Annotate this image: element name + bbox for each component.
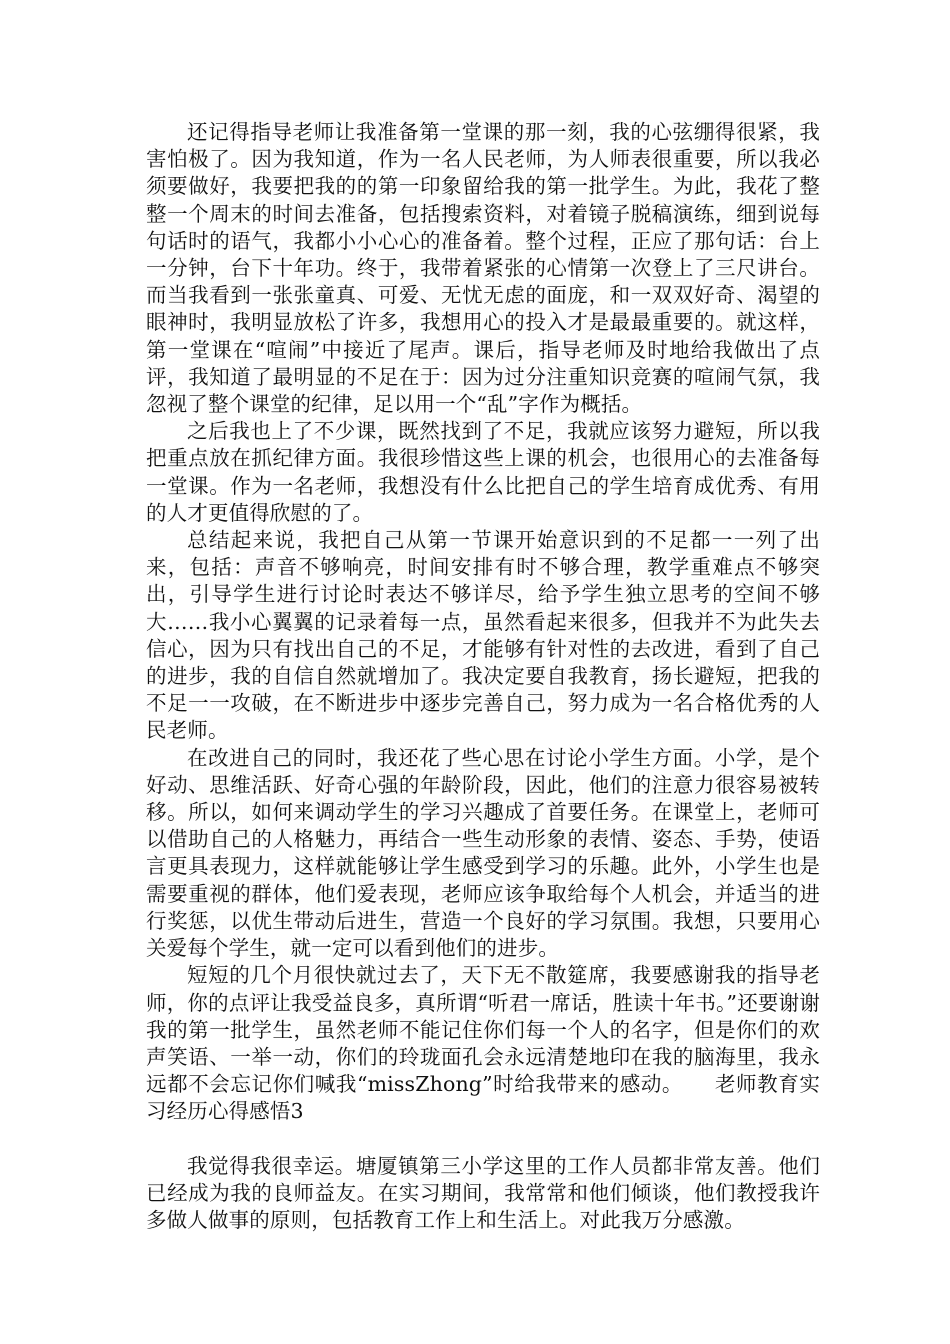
paragraph-student-interest: 在改进自己的同时，我还花了些心思在讨论小学生方面。小学，是个好动、思维活跃、好奇心强的年龄阶段，因此，他们的注意力很容易被转移。所以，如何来调动学生的学习兴趣成了首要任务。在课堂上，老师可以借助自己的人格魅力，再结合一些生动形象的表情、姿态、手势，使语言更具表现力，这样就能够让学生感受到学习的乐趣。此外，小学生也是需要重视的群体，他们爱表现，老师应该争取给每个人机会，并适当的进行奖惩，以优生带动后进生，营造一个良好的学习氛围。我想，只要用心关爱每个学生，就一定可以看到他们的进步。: [146, 745, 820, 961]
paragraph-shortcomings: 总结起来说，我把自己从第一节课开始意识到的不足都一一列了出来，包括：声音不够响亮，时间安排有时不够合理，教学重难点不够突出，引导学生进行讨论时表达不够详尽，给予学生独立思考的空间不够大……我小心翼翼的记录着每一点，虽然看起来很多，但我并不为此失去信心，因为只有找出自己的不足，才能够有针对性的去改进，看到了自己的进步，我的自信自然就增加了。我决定要自我教育，扬长避短，把我的不足一一攻破，在不断进步中逐步完善自己，努力成为一名合格优秀的人民老师。: [146, 528, 820, 743]
paragraph-gap: [146, 1126, 820, 1153]
paragraph-gratitude: 短短的几个月很快就过去了，天下无不散筵席，我要感谢我的指导老师，你的点评让我受益良多，真所谓“听君一席话，胜读十年书。”还要谢谢我的第一批学生，虽然老师不能记住你们每一个人的名字，但是你们的欢声笑语、一举一动，你们的玲珑面孔会永远清楚地印在我的脑海里，我永远都不会忘记你们喊我“missZhong”时给我带来的感动。 老师教育实习经历心得感悟3: [146, 963, 820, 1124]
paragraph-lucky: 我觉得我很幸运。塘厦镇第三小学这里的工作人员都非常友善。他们已经成为我的良师益友。在实习期间，我常常和他们倾谈，他们教授我许多做人做事的原则，包括教育工作上和生活上。对此我万分感激。: [146, 1153, 820, 1232]
document-body: [146, 119, 820, 1234]
paragraph-discipline: 之后我也上了不少课，既然找到了不足，我就应该努力避短，所以我把重点放在抓纪律方面。我很珍惜这些上课的机会，也很用心的去准备每一堂课。作为一名老师，我想没有什么比把自己的学生培育成优秀、有用的人才更值得欣慰的了。: [146, 419, 820, 525]
paragraph-first-lesson: 还记得指导老师让我准备第一堂课的那一刻，我的心弦绷得很紧，我害怕极了。因为我知道，作为一名人民老师，为人师表很重要，所以我必须要做好，我要把我的的第一印象留给我的第一批学生。为此，我花了整整一个周末的时间去准备，包括搜索资料，对着镜子脱稿演练，细到说每句话时的语气，我都小小心心的准备着。整个过程，正应了那句话：台上一分钟，台下十年功。终于，我带着紧张的心情第一次登上了三尺讲台。而当我看到一张张童真、可爱、无忧无虑的面庞，和一双双好奇、渴望的眼神时，我明显放松了许多，我想用心的投入才是最最重要的。就这样，第一堂课在“喧闹”中接近了尾声。课后，指导老师及时地给我做出了点评，我知道了最明显的不足在于：因为过分注重知识竞赛的喧闹气氛，我忽视了整个课堂的纪律，足以用一个“乱”字作为概括。: [146, 120, 820, 417]
